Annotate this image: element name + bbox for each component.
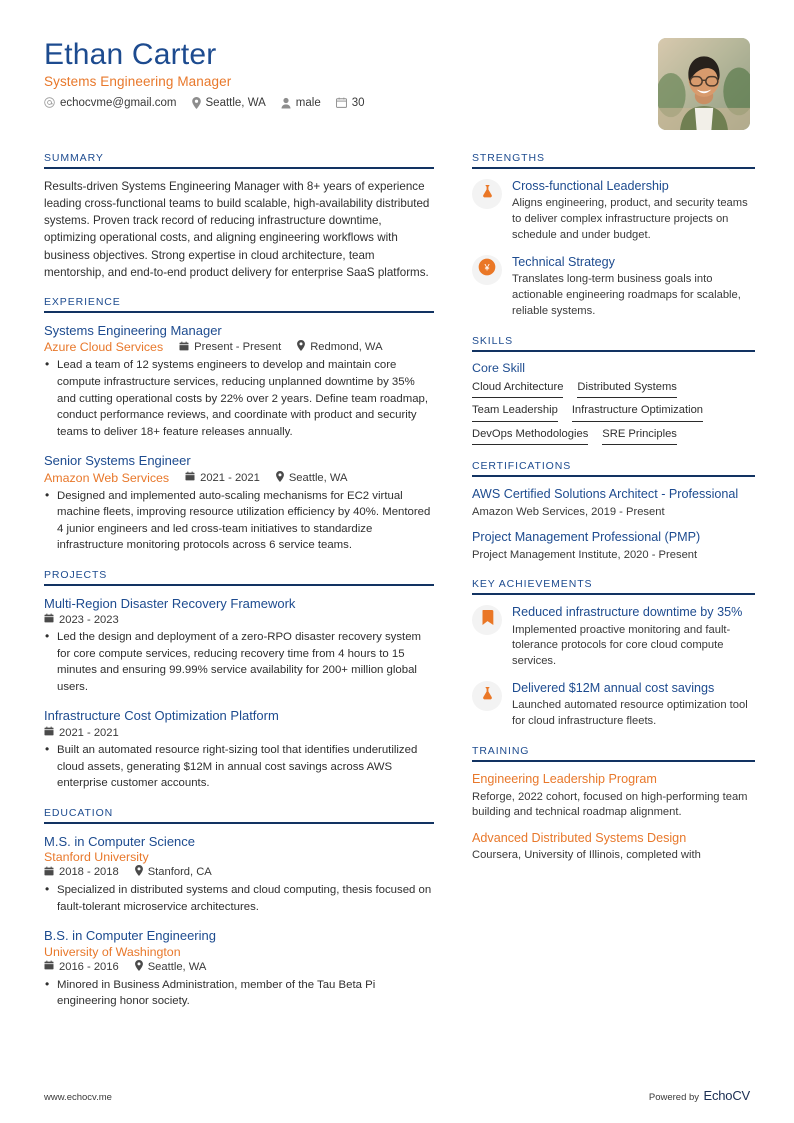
calendar-icon (44, 613, 54, 626)
achievement-title: Reduced infrastructure downtime by 35% (512, 605, 743, 620)
footer-brand: EchoCV (703, 1088, 750, 1103)
section-rule (44, 822, 434, 824)
job-title: Systems Engineering Manager (44, 73, 232, 89)
strength-body (512, 178, 755, 244)
entry-meta (44, 613, 434, 626)
education-entry (44, 833, 434, 916)
section-skills (472, 335, 755, 446)
entry-bullets (44, 357, 434, 440)
contact-row (44, 97, 365, 109)
list-item: • Minored in Business Administration, member of the Tau Beta Pi engineering honor society. (44, 977, 434, 1010)
skill-tag-list (472, 380, 755, 446)
footer-url[interactable]: www.echocv.me (44, 1092, 112, 1103)
map-pin-icon (135, 960, 143, 974)
at-email-icon (44, 97, 55, 108)
certification-title: Project Management Professional (PMP) (472, 530, 701, 545)
calendar-icon (179, 341, 189, 354)
section-rule (472, 593, 755, 595)
section-education (44, 807, 434, 1010)
entry-title: Systems Engineering Manager (44, 322, 222, 338)
calendar-icon (336, 97, 347, 108)
list-item: • Lead a team of 12 systems engineers to develop and maintain core compute infrastructure services, reducing unplanned downtime by 35% and cutting operational costs by 22% over 2 years. Define team roadmap, conduct performance reviews, and coordinate with product and security teams to deliver 18+ feature releases annually. (44, 357, 434, 440)
entry-dates (44, 960, 119, 973)
entry-location-value: Stanford, CA (147, 866, 212, 879)
certification-title: AWS Certified Solutions Architect - Professional (472, 487, 739, 502)
section-rule (472, 350, 755, 352)
header-identity (44, 38, 365, 109)
section-certifications (472, 460, 755, 563)
section-strengths (472, 152, 755, 320)
entry-dates-value: 2016 - 2016 (59, 960, 119, 973)
certification-item (472, 529, 755, 563)
bookmark-icon (481, 610, 494, 630)
entry-org: University of Washington (44, 944, 181, 959)
calendar-icon (44, 960, 54, 973)
entry-bullets (44, 488, 434, 554)
entry-dates-value: Present - Present (194, 341, 282, 354)
avatar (658, 38, 750, 130)
entry-location-value: Seattle, WA (288, 471, 348, 484)
entry-location (297, 340, 382, 354)
training-sub: Reforge, 2022 cohort, focused on high-performing team building and technical roadmap alignment. (472, 790, 748, 819)
section-heading-education: EDUCATION (44, 806, 114, 819)
entry-meta (44, 471, 434, 485)
entry-bullets (44, 629, 434, 695)
entry-dates-value: 2021 - 2021 (59, 726, 119, 739)
section-key-achievements (472, 578, 755, 730)
section-heading-training: TRAINING (472, 745, 530, 758)
entry-meta (44, 960, 434, 974)
project-entry (44, 707, 434, 791)
entry-location (135, 960, 207, 974)
achievement-desc: Launched automated resource optimization tool for cloud infrastructure fleets. (512, 699, 748, 728)
achievement-item (472, 604, 755, 670)
left-column (44, 152, 434, 1025)
section-projects (44, 569, 434, 792)
list-item: • Led the design and deployment of a zero-RPO disaster recovery system for core compute services, reducing recovery time from 4 hours to 15 minutes and ensuring 99.99% service availability for 200+ million global users. (44, 629, 434, 695)
strength-desc: Translates long-term business goals into actionable engineering roadmaps for scalable, reliable systems. (512, 272, 741, 317)
right-column (472, 152, 755, 1025)
strength-title: Cross-functional Leadership (512, 179, 669, 193)
contact-gender (281, 97, 321, 109)
training-item (472, 771, 755, 821)
training-item (472, 830, 755, 864)
entry-title: M.S. in Computer Science (44, 833, 196, 849)
entry-org: Azure Cloud Services (44, 340, 164, 355)
certification-sub: Project Management Institute, 2020 - Present (472, 548, 698, 561)
calendar-icon (185, 471, 195, 484)
summary-text: Results-driven Systems Engineering Manager with 8+ years of experience leading cross-functional teams to build scalable, high-availability distributed systems. Proven track record of reducing infrastructure downtime, optimizing operational costs, and aligning engineering workflows with business objectives. Strong expertise in cloud architecture, team mentorship, and end-to-end product delivery for enterprise SaaS platforms. (44, 180, 430, 279)
section-heading-experience: EXPERIENCE (44, 295, 121, 308)
strength-item (472, 254, 755, 320)
entry-location (276, 471, 348, 485)
contact-email[interactable] (44, 97, 177, 109)
resume-header (44, 38, 750, 130)
section-experience (44, 296, 434, 554)
training-title: Advanced Distributed Systems Design (472, 830, 687, 845)
footer-branding (649, 1087, 750, 1105)
contact-email-value: echocvme@gmail.com (60, 96, 177, 109)
education-entry (44, 927, 434, 1010)
strength-desc: Aligns engineering, product, and security teams to deliver complex infrastructure projects on schedule and under budget. (512, 197, 748, 241)
entry-dates (179, 341, 281, 354)
section-rule (472, 760, 755, 762)
section-heading-strengths: STRENGTHS (472, 152, 545, 164)
contact-gender-value: male (295, 96, 321, 109)
entry-meta (44, 865, 434, 879)
contact-age (336, 97, 365, 109)
skill-tag: Distributed Systems (577, 380, 676, 399)
svg-text:¥: ¥ (484, 262, 490, 273)
entry-dates (44, 726, 119, 739)
experience-entry (44, 452, 434, 554)
entry-dates (185, 471, 260, 484)
skill-tag: Infrastructure Optimization (572, 403, 703, 422)
entry-dates-value: 2018 - 2018 (59, 866, 119, 879)
strength-item (472, 178, 755, 244)
entry-org: Stanford University (44, 850, 149, 865)
training-sub: Coursera, University of Illinois, completed with (472, 849, 701, 862)
strength-icon-badge (472, 179, 502, 209)
page-title: Ethan Carter (44, 38, 217, 71)
entry-meta (44, 726, 434, 739)
certification-item (472, 486, 755, 520)
entry-location-value: Redmond, WA (310, 341, 383, 354)
entry-title: Multi-Region Disaster Recovery Framework (44, 595, 296, 611)
entry-dates-value: 2021 - 2021 (200, 471, 260, 484)
map-pin-icon (192, 97, 201, 109)
achievement-title: Delivered $12M annual cost savings (512, 681, 715, 696)
section-rule (472, 167, 755, 169)
map-pin-icon (135, 865, 143, 879)
footer-powered-label: Powered by (648, 1092, 700, 1103)
contact-location-value: Seattle, WA (205, 96, 266, 109)
section-heading-projects: PROJECTS (44, 568, 108, 581)
strength-icon-badge (472, 255, 502, 285)
map-pin-icon (297, 340, 305, 354)
calendar-icon (44, 866, 54, 879)
section-rule (44, 584, 434, 586)
section-heading-summary: SUMMARY (44, 152, 104, 164)
flask-icon (480, 184, 495, 204)
entry-bullets (44, 882, 434, 915)
resume-body (44, 152, 750, 1025)
profile-photo (658, 38, 750, 130)
entry-bullets (44, 977, 434, 1010)
achievement-item (472, 680, 755, 730)
calendar-icon (44, 726, 54, 739)
achievement-body (512, 604, 755, 670)
certification-sub: Amazon Web Services, 2019 - Present (472, 505, 665, 518)
skill-tag: SRE Principles (602, 427, 677, 446)
entry-meta (44, 340, 434, 354)
entry-bullets (44, 742, 434, 792)
entry-location (135, 865, 212, 879)
experience-entry (44, 322, 434, 440)
skill-tag: Team Leadership (472, 403, 558, 422)
map-pin-icon (276, 471, 284, 485)
section-heading-achievements: KEY ACHIEVEMENTS (472, 578, 593, 591)
achievement-desc: Implemented proactive monitoring and fault-tolerance protocols for core cloud compute services. (512, 623, 731, 668)
entry-title: B.S. in Computer Engineering (44, 928, 216, 944)
section-training (472, 745, 755, 864)
section-heading-skills: SKILLS (472, 334, 514, 347)
contact-location (192, 97, 266, 109)
yen-coin-icon (477, 257, 497, 282)
entry-title: Infrastructure Cost Optimization Platform (44, 708, 279, 724)
list-item: • Designed and implemented auto-scaling mechanisms for EC2 virtual machine fleets, improving resource utilization efficiency by 40%. Mentored 4 junior engineers and led cross-team initiatives to standardize infrastructure monitoring protocols across 6 service teams. (44, 488, 434, 554)
achievement-body (512, 680, 755, 730)
entry-org: Amazon Web Services (44, 470, 170, 485)
list-item: • Specialized in distributed systems and cloud computing, thesis focused on fault-tolerant microservice architectures. (44, 882, 434, 915)
skill-tag: DevOps Methodologies (472, 427, 588, 446)
strength-body (512, 254, 755, 320)
skill-group-name: Core Skill (472, 360, 526, 375)
entry-location-value: Seattle, WA (147, 960, 207, 973)
achievement-icon-badge (472, 681, 502, 711)
entry-title: Senior Systems Engineer (44, 453, 191, 469)
contact-age-value: 30 (351, 96, 365, 109)
section-rule (472, 475, 755, 477)
entry-dates (44, 613, 119, 626)
section-rule (44, 167, 434, 169)
entry-dates-value: 2023 - 2023 (59, 613, 119, 626)
person-icon (281, 97, 291, 109)
training-title: Engineering Leadership Program (472, 772, 657, 787)
strength-title: Technical Strategy (512, 254, 615, 269)
achievement-icon-badge (472, 605, 502, 635)
project-entry (44, 595, 434, 696)
skill-tag: Cloud Architecture (472, 380, 563, 399)
section-heading-certifications: CERTIFICATIONS (472, 460, 572, 473)
flask-icon (480, 686, 495, 706)
section-rule (44, 311, 434, 313)
list-item: • Built an automated resource right-sizing tool that identifies underutilized cloud assets, generating $12M in annual cost savings across AWS enterprise customer accounts. (44, 742, 434, 792)
section-summary (44, 152, 434, 281)
page-footer (44, 1087, 750, 1105)
entry-dates (44, 866, 119, 879)
